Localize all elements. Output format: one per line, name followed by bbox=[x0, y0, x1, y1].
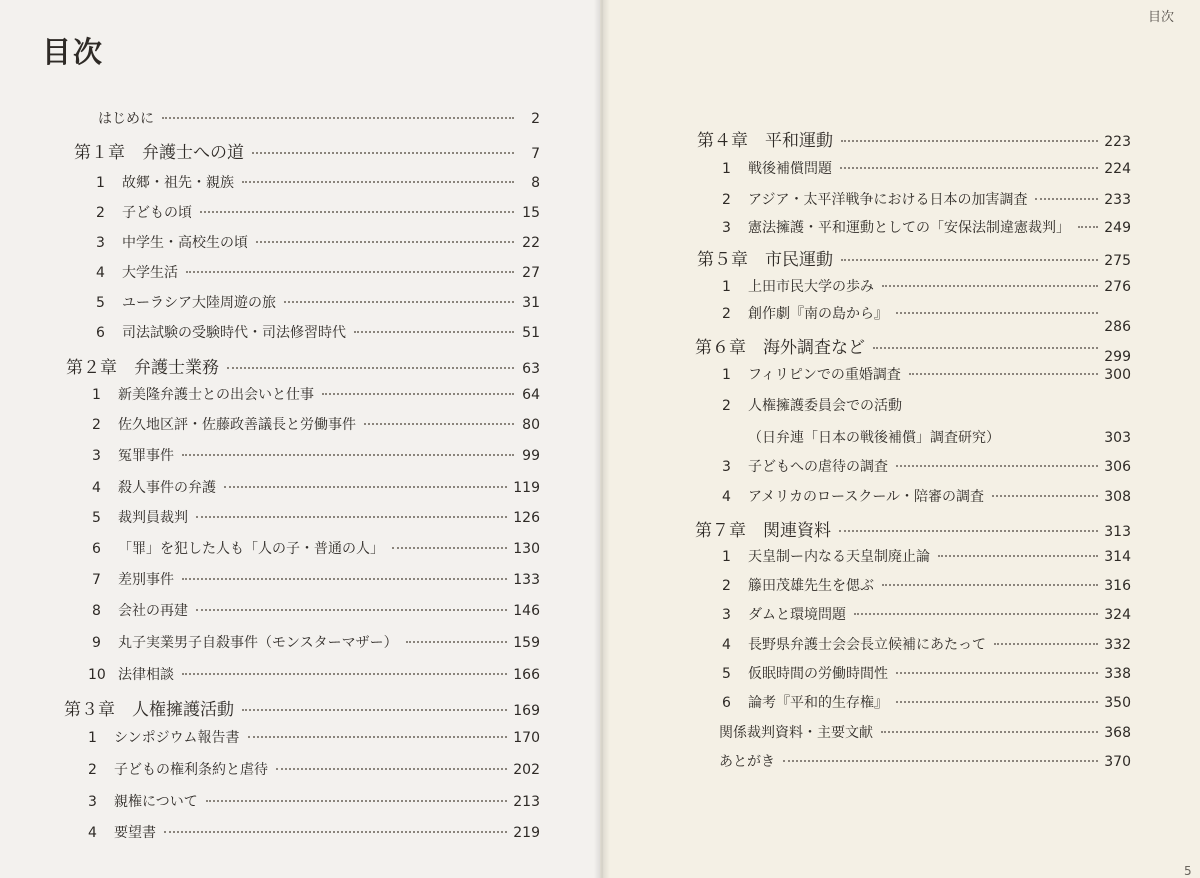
chapter-page: 169 bbox=[513, 703, 540, 719]
toc-entry bbox=[722, 546, 1131, 566]
entry-title: 大学生活 bbox=[122, 265, 178, 281]
entry-title: 要望書 bbox=[114, 825, 156, 841]
toc-entry bbox=[88, 727, 540, 747]
entry-number: 2 bbox=[92, 417, 101, 433]
toc-entry bbox=[92, 600, 540, 620]
entry-number: 5 bbox=[92, 510, 101, 526]
dot-leader bbox=[909, 373, 1098, 375]
dot-leader bbox=[1078, 226, 1098, 228]
toc-entry bbox=[96, 292, 540, 312]
chapter-title: 第４章 平和運動 bbox=[697, 131, 833, 151]
chapter-title: 第６章 海外調査など bbox=[695, 338, 865, 358]
entry-page: 300 bbox=[1104, 367, 1131, 383]
toc-entry bbox=[722, 158, 1131, 178]
dot-leader bbox=[994, 643, 1098, 645]
entry-page: 8 bbox=[531, 175, 540, 191]
entry-page: 286 bbox=[1104, 319, 1131, 335]
dot-leader bbox=[242, 709, 507, 711]
entry-title: シンポジウム報告書 bbox=[114, 730, 240, 746]
dot-leader bbox=[839, 530, 1098, 532]
toc-chapter-6 bbox=[695, 333, 1131, 365]
entry-title: 長野県弁護士会会長立候補にあたって bbox=[748, 637, 986, 653]
entry-number: 2 bbox=[722, 398, 731, 414]
entry-title: 故郷・祖先・親族 bbox=[122, 175, 234, 191]
toc-entry bbox=[722, 604, 1131, 624]
dot-leader bbox=[322, 393, 514, 395]
entry-page: 166 bbox=[513, 667, 540, 683]
entry-title: 殺人事件の弁護 bbox=[118, 480, 216, 496]
entry-page: 316 bbox=[1104, 578, 1131, 594]
entry-page: 249 bbox=[1104, 220, 1131, 236]
entry-title: 親権について bbox=[114, 794, 198, 810]
chapter-title: 第１章 弁護士への道 bbox=[74, 143, 244, 163]
dot-leader bbox=[896, 672, 1098, 674]
entry-number: 2 bbox=[722, 306, 731, 322]
dot-leader bbox=[841, 140, 1098, 142]
entry-page: 224 bbox=[1104, 161, 1131, 177]
toc-entry bbox=[722, 217, 1131, 237]
entry-page: 22 bbox=[522, 235, 540, 251]
entry-number: 1 bbox=[722, 279, 731, 295]
entry-page: 15 bbox=[522, 205, 540, 221]
chapter-page: 275 bbox=[1104, 253, 1131, 269]
entry-title: アメリカのロースクール・陪審の調査 bbox=[748, 489, 985, 505]
entry-page: 130 bbox=[513, 541, 540, 557]
dot-leader bbox=[896, 465, 1098, 467]
toc-entry bbox=[722, 395, 902, 415]
entry-page: 99 bbox=[522, 448, 540, 464]
chapter-page: 63 bbox=[522, 361, 540, 377]
entry-number: 4 bbox=[722, 637, 731, 653]
entry-page: 332 bbox=[1104, 637, 1131, 653]
entry-number: 1 bbox=[88, 730, 97, 746]
dot-leader bbox=[284, 301, 514, 303]
toc-entry bbox=[88, 791, 540, 811]
entry-page: 324 bbox=[1104, 607, 1131, 623]
dot-leader bbox=[882, 584, 1098, 586]
dot-leader bbox=[248, 736, 508, 738]
toc-entry bbox=[92, 569, 540, 589]
entry-number: 2 bbox=[88, 762, 97, 778]
entry-number: 5 bbox=[722, 666, 731, 682]
entry-number: 5 bbox=[96, 295, 105, 311]
entry-page: 202 bbox=[513, 762, 540, 778]
entry-page: 170 bbox=[513, 730, 540, 746]
toc-entry bbox=[92, 414, 540, 434]
dot-leader bbox=[1008, 436, 1098, 438]
entry-page: 31 bbox=[522, 295, 540, 311]
entry-title: 冤罪事件 bbox=[118, 448, 174, 464]
entry-page: 126 bbox=[513, 510, 540, 526]
dot-leader bbox=[840, 167, 1098, 169]
entry-title: 関係裁判資料・主要文献 bbox=[719, 725, 873, 741]
dot-leader bbox=[896, 701, 1098, 703]
toc-entry bbox=[722, 634, 1131, 654]
dot-leader bbox=[200, 211, 514, 213]
dot-leader bbox=[882, 285, 1098, 287]
entry-page: 370 bbox=[1104, 754, 1131, 770]
chapter-title: 第７章 関連資料 bbox=[695, 521, 831, 541]
entry-title: 子どもの権利条約と虐待 bbox=[114, 762, 268, 778]
entry-page: 338 bbox=[1104, 666, 1131, 682]
entry-title: 創作劇『南の島から』 bbox=[748, 306, 888, 322]
entry-number: 1 bbox=[722, 549, 731, 565]
entry-page: 314 bbox=[1104, 549, 1131, 565]
toc-entry-afterword bbox=[719, 751, 1131, 771]
chapter-title: 第２章 弁護士業務 bbox=[66, 358, 219, 378]
entry-page: 308 bbox=[1104, 489, 1131, 505]
entry-title: フィリピンでの重婚調査 bbox=[748, 367, 901, 383]
dot-leader bbox=[992, 495, 1098, 497]
entry-page: 2 bbox=[531, 111, 540, 127]
toc-entry bbox=[92, 538, 540, 558]
dot-leader bbox=[162, 117, 514, 119]
dot-leader bbox=[242, 181, 514, 183]
toc-entry bbox=[96, 202, 540, 222]
dot-leader bbox=[896, 312, 1098, 314]
toc-entry bbox=[96, 262, 540, 282]
dot-leader bbox=[186, 271, 514, 273]
entry-title: 子どもの頃 bbox=[122, 205, 192, 221]
chapter-title: 第３章 人権擁護活動 bbox=[64, 700, 234, 720]
dot-leader bbox=[1035, 198, 1098, 200]
toc-entry-appendix bbox=[719, 722, 1131, 742]
entry-number: 4 bbox=[722, 489, 731, 505]
entry-title: （日弁連「日本の戦後補償」調査研究） bbox=[748, 430, 1000, 446]
entry-title: 論考『平和的生存権』 bbox=[748, 695, 888, 711]
entry-title: 佐久地区評・佐藤政善議長と労働事件 bbox=[118, 417, 356, 433]
dot-leader bbox=[182, 578, 507, 580]
entry-number: 6 bbox=[722, 695, 731, 711]
entry-number: 3 bbox=[92, 448, 101, 464]
entry-number: 6 bbox=[96, 325, 105, 341]
dot-leader bbox=[252, 152, 514, 154]
entry-title: あとがき bbox=[719, 754, 775, 770]
entry-number: 6 bbox=[92, 541, 101, 557]
entry-page: 219 bbox=[513, 825, 540, 841]
entry-title: 司法試験の受験時代・司法修習時代 bbox=[122, 325, 346, 341]
dot-leader bbox=[364, 423, 514, 425]
entry-page: 64 bbox=[522, 387, 540, 403]
toc-entry-continuation bbox=[748, 427, 1131, 447]
entry-number: 3 bbox=[96, 235, 105, 251]
entry-number: 1 bbox=[722, 367, 731, 383]
entry-title: 憲法擁護・平和運動としての「安保法制違憲裁判」 bbox=[748, 220, 1070, 236]
dot-leader bbox=[196, 516, 507, 518]
entry-title: 天皇制ー内なる天皇制廃止論 bbox=[748, 549, 930, 565]
toc-entry bbox=[722, 364, 1131, 384]
entry-title: 上田市民大学の歩み bbox=[748, 279, 874, 295]
toc-entry bbox=[722, 692, 1131, 712]
entry-title: 「罪」を犯した人も「人の子・普通の人」 bbox=[118, 541, 384, 557]
toc-entry bbox=[88, 822, 540, 842]
toc-entry bbox=[722, 189, 1131, 209]
toc-entry bbox=[722, 575, 1131, 595]
entry-title: 新美隆弁護士との出会いと仕事 bbox=[118, 387, 314, 403]
toc-entry bbox=[92, 507, 540, 527]
entry-number: 2 bbox=[722, 578, 731, 594]
dot-leader bbox=[182, 454, 514, 456]
toc-entry bbox=[88, 759, 540, 779]
toc-chapter-4 bbox=[697, 126, 1131, 151]
toc-entry bbox=[88, 664, 540, 684]
toc-entry bbox=[722, 486, 1131, 506]
entry-number: 4 bbox=[96, 265, 105, 281]
dot-leader bbox=[873, 347, 1098, 349]
chapter-page: 299 bbox=[1104, 349, 1131, 365]
entry-title: アジア・太平洋戦争における日本の加害調査 bbox=[748, 192, 1028, 208]
entry-page: 80 bbox=[522, 417, 540, 433]
toc-entry bbox=[92, 384, 540, 404]
entry-number: 3 bbox=[722, 459, 731, 475]
toc-chapter-5 bbox=[697, 245, 1131, 270]
toc-chapter-3 bbox=[64, 695, 540, 720]
entry-title: 会社の再建 bbox=[118, 603, 188, 619]
toc-title: 目次 bbox=[42, 35, 105, 69]
entry-number: 2 bbox=[96, 205, 105, 221]
entry-number: 3 bbox=[88, 794, 97, 810]
entry-title: 裁判員裁判 bbox=[118, 510, 188, 526]
entry-title: 籐田茂雄先生を偲ぶ bbox=[748, 578, 874, 594]
toc-chapter-1 bbox=[74, 138, 540, 163]
toc-entry bbox=[722, 663, 1131, 683]
dot-leader bbox=[164, 831, 507, 833]
toc-entry bbox=[722, 276, 1131, 296]
entry-title: 人権擁護委員会での活動 bbox=[748, 398, 902, 414]
dot-leader bbox=[227, 367, 514, 369]
page-number: 5 bbox=[1184, 864, 1192, 878]
entry-page: 213 bbox=[513, 794, 540, 810]
chapter-page: 7 bbox=[531, 146, 540, 162]
toc-entry bbox=[96, 172, 540, 192]
entry-page: 27 bbox=[522, 265, 540, 281]
toc-entry bbox=[92, 477, 540, 497]
toc-entry bbox=[96, 232, 540, 252]
dot-leader bbox=[881, 731, 1098, 733]
toc-entry bbox=[92, 445, 540, 465]
dot-leader bbox=[938, 555, 1098, 557]
dot-leader bbox=[841, 259, 1098, 261]
entry-page: 303 bbox=[1104, 430, 1131, 446]
entry-number: 4 bbox=[88, 825, 97, 841]
entry-title: ユーラシア大陸周遊の旅 bbox=[122, 295, 276, 311]
toc-entry bbox=[92, 632, 540, 652]
entry-title: ダムと環境問題 bbox=[748, 607, 846, 623]
dot-leader bbox=[196, 609, 507, 611]
toc-chapter-2 bbox=[66, 353, 540, 378]
entry-page: 133 bbox=[513, 572, 540, 588]
dot-leader bbox=[783, 760, 1098, 762]
chapter-title: 第５章 市民運動 bbox=[697, 250, 833, 270]
dot-leader bbox=[276, 768, 507, 770]
entry-page: 350 bbox=[1104, 695, 1131, 711]
dot-leader bbox=[206, 800, 508, 802]
entry-title: 中学生・高校生の頃 bbox=[122, 235, 248, 251]
entry-page: 368 bbox=[1104, 725, 1131, 741]
toc-chapter-7 bbox=[695, 516, 1131, 541]
entry-number: 1 bbox=[92, 387, 101, 403]
dot-leader bbox=[182, 673, 507, 675]
entry-page: 306 bbox=[1104, 459, 1131, 475]
entry-number: 9 bbox=[92, 635, 101, 651]
entry-page: 159 bbox=[513, 635, 540, 651]
entry-title: はじめに bbox=[98, 111, 154, 127]
entry-page: 146 bbox=[513, 603, 540, 619]
entry-title: 子どもへの虐待の調査 bbox=[748, 459, 888, 475]
entry-number: 1 bbox=[96, 175, 105, 191]
entry-title: 戦後補償問題 bbox=[748, 161, 832, 177]
entry-number: 1 bbox=[722, 161, 731, 177]
toc-entry bbox=[722, 456, 1131, 476]
dot-leader bbox=[224, 486, 507, 488]
entry-number: 2 bbox=[722, 192, 731, 208]
chapter-page: 313 bbox=[1104, 524, 1131, 540]
entry-page: 51 bbox=[522, 325, 540, 341]
dot-leader bbox=[854, 613, 1098, 615]
entry-page: 276 bbox=[1104, 279, 1131, 295]
entry-title: 丸子実業男子自殺事件（モンスターマザー） bbox=[118, 635, 398, 651]
entry-page: 119 bbox=[513, 480, 540, 496]
entry-title: 差別事件 bbox=[118, 572, 174, 588]
running-head: 目次 bbox=[1148, 10, 1175, 25]
dot-leader bbox=[406, 641, 508, 643]
entry-number: 8 bbox=[92, 603, 101, 619]
entry-number: 10 bbox=[88, 667, 106, 683]
entry-number: 3 bbox=[722, 220, 731, 236]
entry-number: 3 bbox=[722, 607, 731, 623]
entry-number: 7 bbox=[92, 572, 101, 588]
chapter-page: 223 bbox=[1104, 134, 1131, 150]
entry-number: 4 bbox=[92, 480, 101, 496]
toc-entry bbox=[722, 303, 1131, 335]
entry-title: 仮眠時間の労働時間性 bbox=[748, 666, 888, 682]
book-gutter bbox=[594, 0, 610, 878]
toc-entry-intro bbox=[98, 108, 540, 128]
dot-leader bbox=[392, 547, 507, 549]
dot-leader bbox=[256, 241, 514, 243]
dot-leader bbox=[354, 331, 514, 333]
entry-page: 233 bbox=[1104, 192, 1131, 208]
toc-entry bbox=[96, 322, 540, 342]
entry-title: 法律相談 bbox=[118, 667, 174, 683]
